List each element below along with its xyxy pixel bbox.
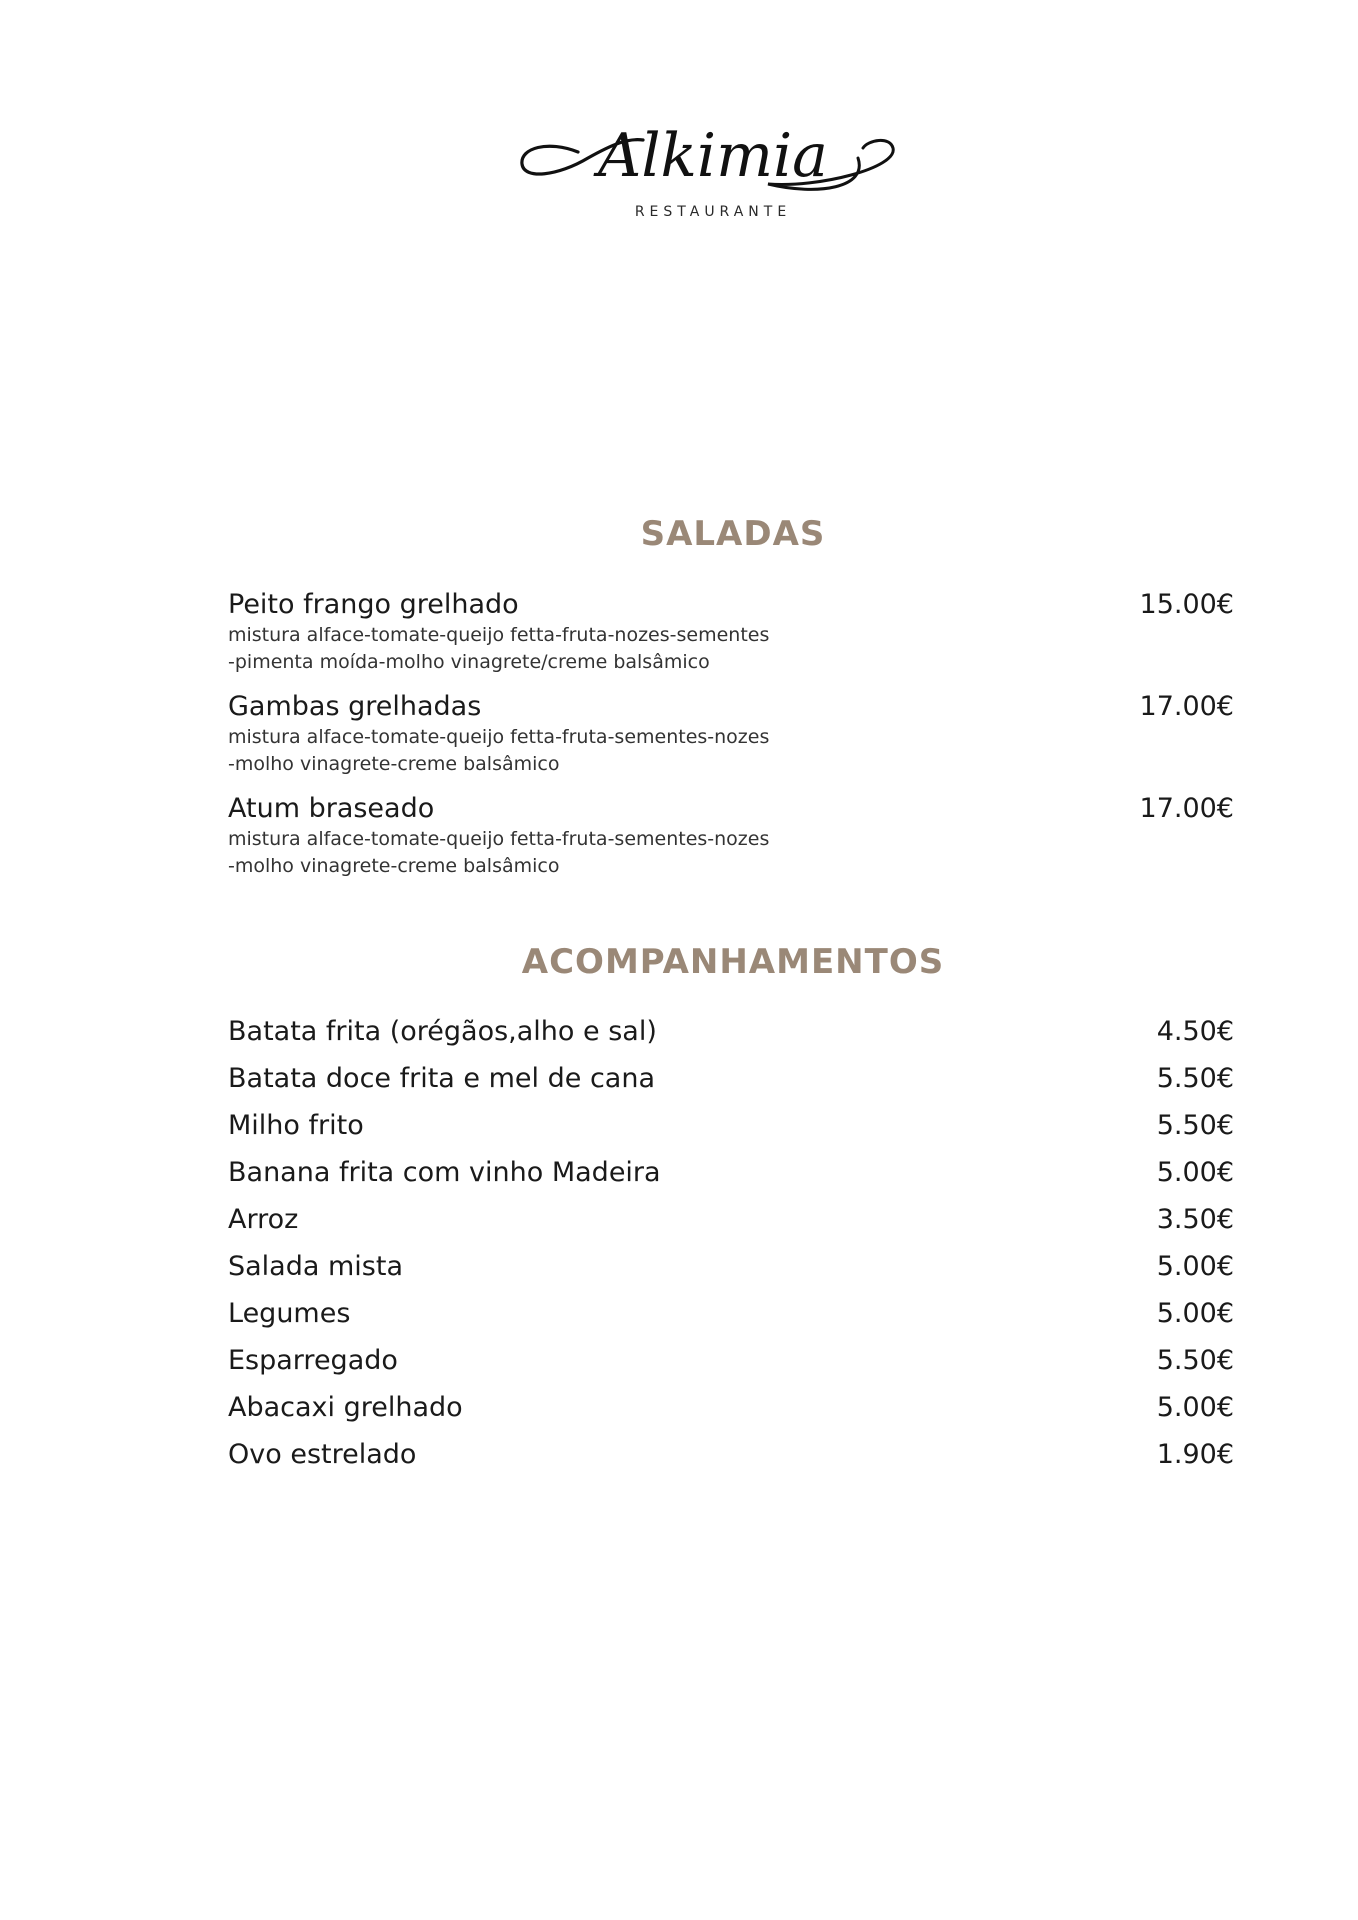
- item-description-line: -molho vinagrete-creme balsâmico: [228, 855, 560, 877]
- menu-item: [228, 1250, 1234, 1297]
- menu-item: [228, 1203, 1234, 1250]
- menu-item: [228, 1297, 1234, 1344]
- item-price: 17.00€: [1139, 793, 1234, 824]
- menu-item: [228, 792, 1234, 894]
- item-name: Batata doce frita e mel de cana: [228, 1063, 656, 1094]
- logo-swash-graphic: [518, 118, 908, 198]
- item-price: 5.00€: [1156, 1157, 1234, 1188]
- side-dish-list: [228, 1015, 1234, 1485]
- item-price: 5.50€: [1156, 1063, 1234, 1094]
- item-description-line: mistura alface-tomate-queijo fetta-fruta-sementes-nozes: [228, 726, 770, 748]
- item-price: 4.50€: [1156, 1016, 1234, 1047]
- item-price: 5.00€: [1156, 1392, 1234, 1423]
- item-name: Milho frito: [228, 1110, 364, 1141]
- item-description-line: mistura alface-tomate-queijo fetta-fruta-sementes-nozes: [228, 828, 770, 850]
- menu-item: [228, 1109, 1234, 1156]
- logo-tagline: RESTAURANTE: [634, 204, 792, 220]
- item-price: 5.00€: [1156, 1298, 1234, 1329]
- menu-item: [228, 1156, 1234, 1203]
- item-name: Arroz: [228, 1204, 299, 1235]
- menu-item: [228, 1015, 1234, 1062]
- item-description-line: mistura alface-tomate-queijo fetta-fruta-nozes-sementes: [228, 624, 770, 646]
- item-name: Salada mista: [228, 1251, 403, 1282]
- item-name: Banana frita com vinho Madeira: [228, 1157, 661, 1188]
- item-name: Abacaxi grelhado: [228, 1392, 463, 1423]
- menu-item: [228, 690, 1234, 792]
- section-title-saladas: SALADAS: [640, 514, 826, 554]
- item-name: Atum braseado: [228, 793, 435, 824]
- salad-list: [228, 588, 1234, 894]
- section-title-acompanhamentos: ACOMPANHAMENTOS: [521, 942, 945, 982]
- item-name: Ovo estrelado: [228, 1439, 417, 1470]
- item-description-line: -pimenta moída-molho vinagrete/creme balsâmico: [228, 651, 710, 673]
- item-price: 3.50€: [1156, 1204, 1234, 1235]
- item-description-line: -molho vinagrete-creme balsâmico: [228, 753, 560, 775]
- menu-item: [228, 1438, 1234, 1485]
- restaurant-logo: [518, 118, 908, 228]
- item-price: 5.50€: [1156, 1345, 1234, 1376]
- item-price: 1.90€: [1156, 1439, 1234, 1470]
- item-name: Gambas grelhadas: [228, 691, 482, 722]
- item-name: Esparregado: [228, 1345, 398, 1376]
- item-name: Legumes: [228, 1298, 351, 1329]
- menu-item: [228, 1391, 1234, 1438]
- item-name: Batata frita (orégãos,alho e sal): [228, 1016, 657, 1047]
- item-price: 5.50€: [1156, 1110, 1234, 1141]
- menu-item: [228, 588, 1234, 690]
- logo-wordmark: Alkimia: [598, 121, 828, 191]
- menu-item: [228, 1062, 1234, 1109]
- item-price: 17.00€: [1139, 691, 1234, 722]
- item-price: 15.00€: [1139, 589, 1234, 620]
- item-price: 5.00€: [1156, 1251, 1234, 1282]
- item-name: Peito frango grelhado: [228, 589, 519, 620]
- menu-item: [228, 1344, 1234, 1391]
